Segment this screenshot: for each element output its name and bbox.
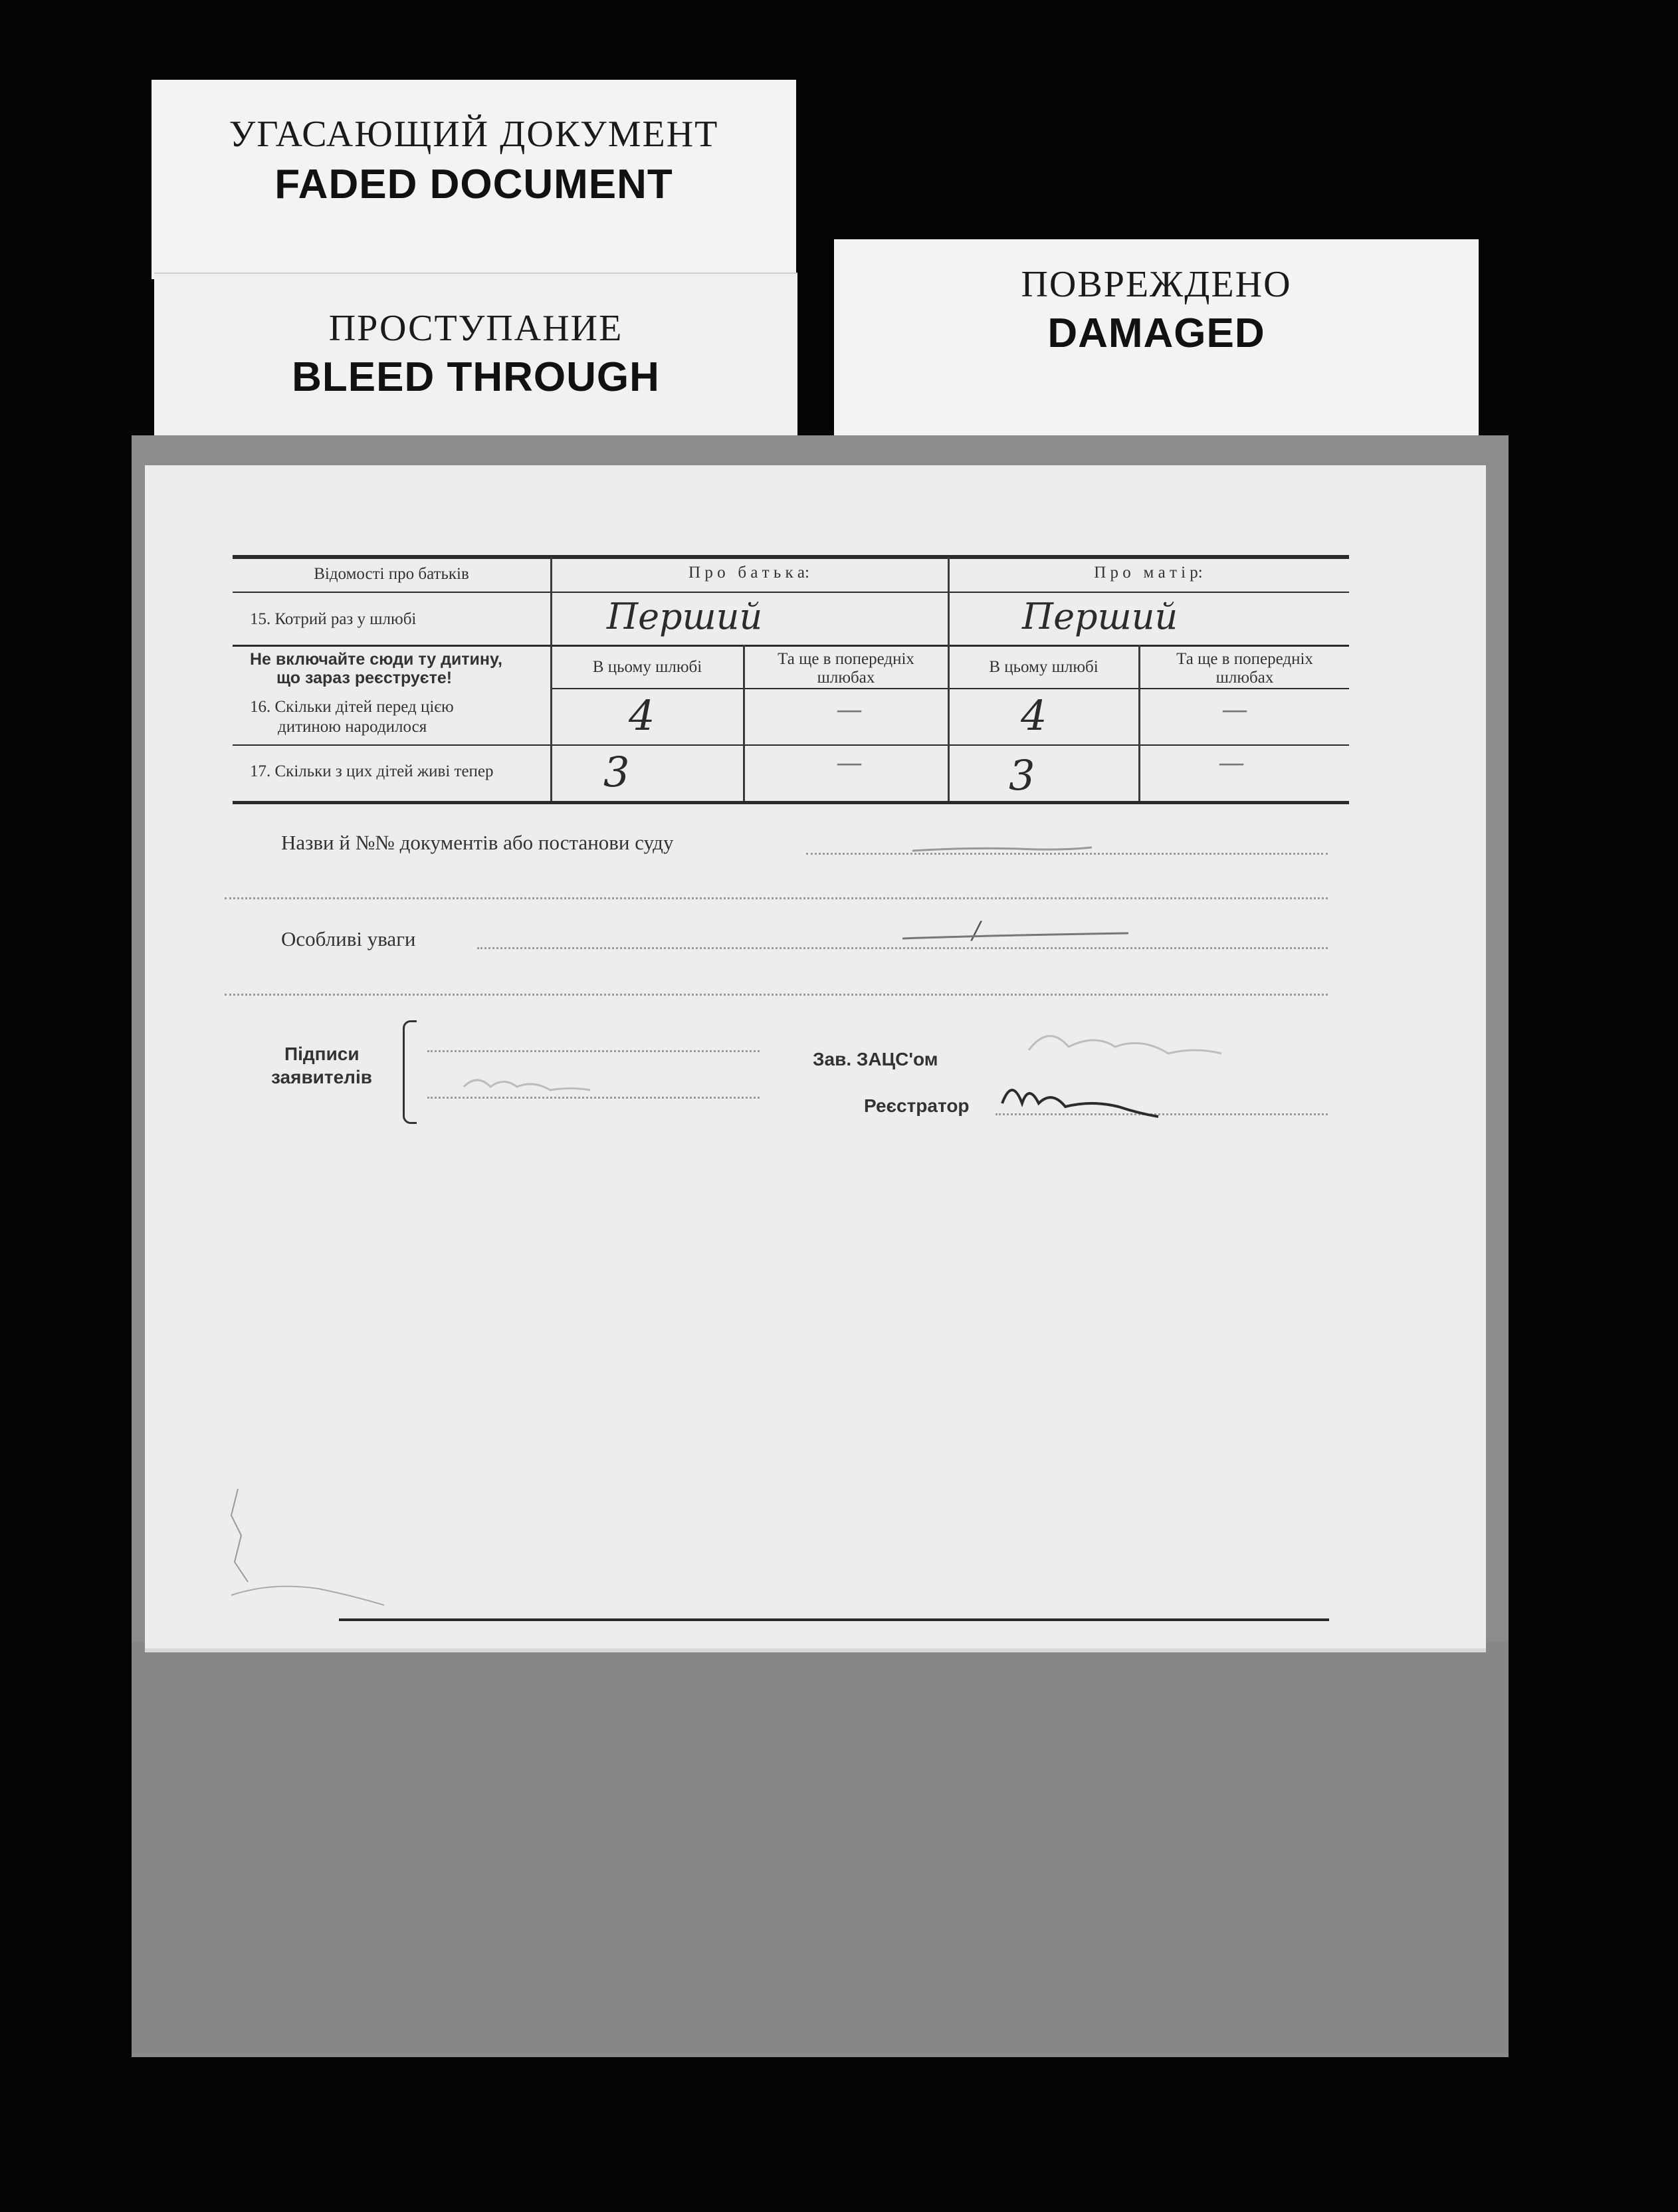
note-line-1: Не включайте сюди ту дитину, [250, 650, 502, 669]
row17-father-this: 3 [603, 748, 630, 796]
bleed-through-card [154, 273, 797, 440]
row16-label-1: 16. Скільки дітей перед цією [250, 698, 454, 716]
signatures-label-1: Підписи [284, 1044, 360, 1064]
mother-header: П р о м а т і р: [1094, 564, 1203, 582]
father-prev-marriages-header: Та ще в попередніх шлюбах [778, 650, 914, 687]
head-zags-label: Зав. ЗАЦС'ом [813, 1049, 938, 1069]
damaged-label-ru: ПОВРЕЖДЕНО [1021, 264, 1292, 305]
bleed-label-en: BLEED THROUGH [292, 354, 660, 400]
row15-mother-value: Перший [1022, 596, 1178, 637]
registrar-label: Реєстратор [864, 1095, 970, 1116]
father-this-marriage-header: В цьому шлюбі [592, 658, 702, 676]
row16-mother-this: 4 [1021, 691, 1047, 740]
faded-label-en: FADED DOCUMENT [274, 162, 673, 207]
document-sheet [145, 465, 1486, 1652]
row16-father-prev: — [836, 695, 863, 725]
row17-mother-prev: — [1218, 748, 1245, 778]
row16-label-2: дитиною народилося [278, 718, 427, 736]
bleed-label-ru: ПРОСТУПАНИЕ [328, 308, 623, 349]
bottom-rule [339, 1618, 1329, 1621]
row17-mother-this: 3 [1009, 751, 1035, 800]
parents-header-label: Відомості про батьків [314, 565, 469, 583]
handwriting-marks [145, 465, 1486, 1648]
row15-father-value: Перший [607, 596, 763, 637]
damaged-label-en: DAMAGED [1047, 310, 1265, 356]
faded-label-ru: УГАСАЮЩИЙ ДОКУМЕНТ [229, 114, 719, 155]
special-remarks-value: / [972, 917, 981, 944]
row17-father-prev: — [836, 748, 863, 778]
father-header: П р о б а т ь к а: [688, 564, 809, 582]
backing-board-lower [132, 1642, 1509, 2054]
documents-label: Назви й №№ документів або постанови суду [281, 831, 674, 854]
special-remarks-label: Особливі уваги [281, 927, 416, 950]
faded-document-card [152, 80, 796, 279]
damaged-card [834, 239, 1479, 439]
row15-label: 15. Котрий раз у шлюбі [250, 610, 417, 628]
signatures-label-2: заявителів [271, 1067, 372, 1087]
mother-prev-marriages-header: Та ще в попередніх шлюбах [1176, 650, 1313, 687]
row17-label: 17. Скільки з цих дітей живі тепер [250, 762, 494, 780]
mother-this-marriage-header: В цьому шлюбі [989, 658, 1099, 676]
note-line-2: що зараз реєструєте! [276, 669, 453, 687]
row16-mother-prev: — [1221, 695, 1248, 725]
row16-father-this: 4 [629, 691, 655, 740]
